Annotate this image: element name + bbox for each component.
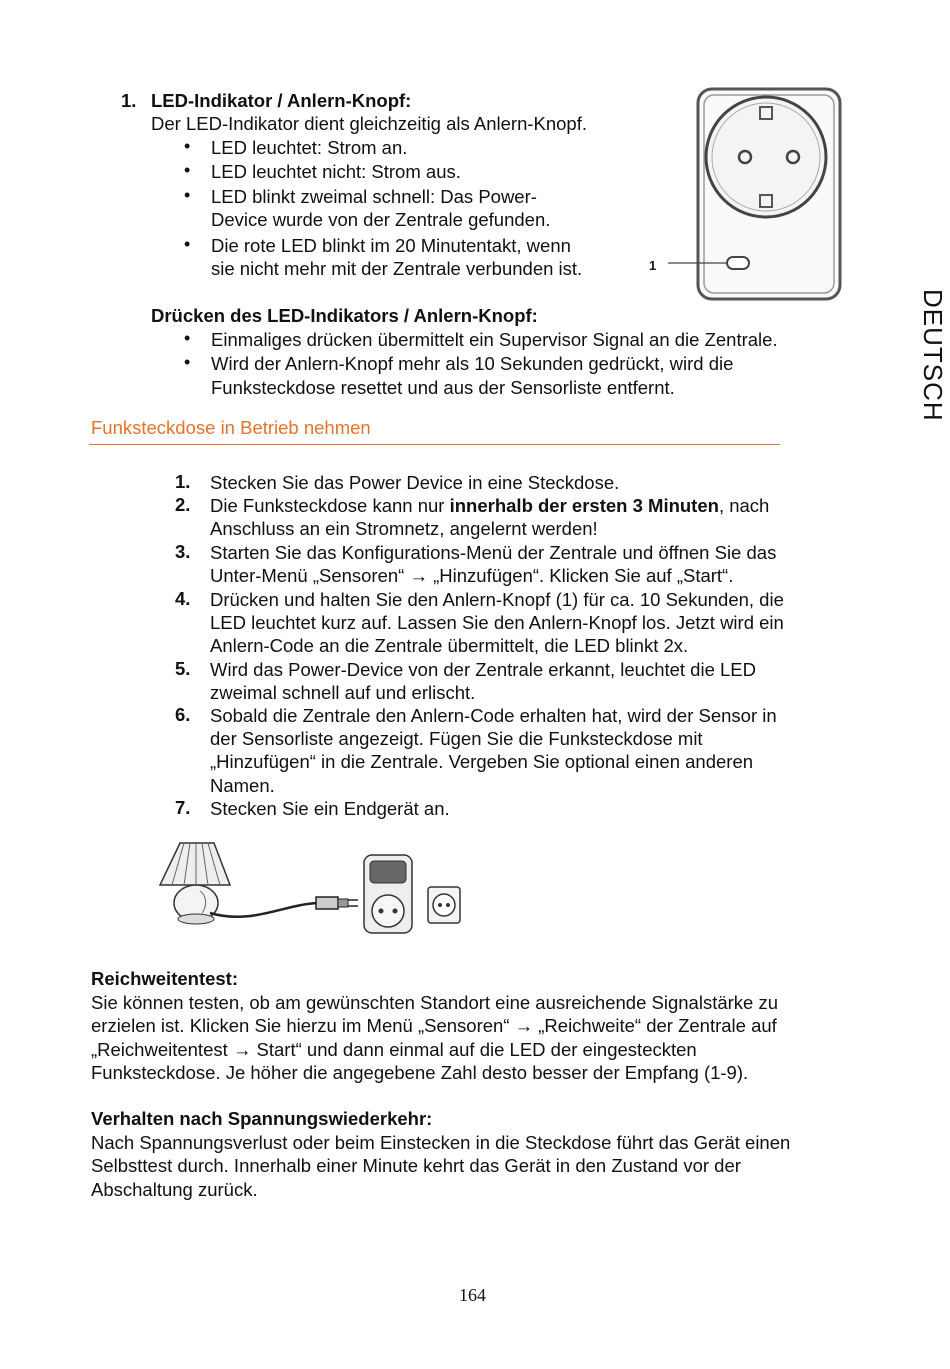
step-number: 7. (175, 797, 191, 818)
side-language-label: DEUTSCH (918, 289, 948, 422)
range-test-title: Reichweitentest: (91, 968, 239, 989)
step-text-part: Die Funksteckdose kann nur (210, 495, 450, 516)
operation-heading: Funksteckdose in Betrieb nehmen (91, 417, 371, 438)
step-number: 1. (175, 471, 191, 492)
press-title: Drücken des LED-Indikators / Anlern-Knopf: (151, 305, 538, 326)
bullet-dot: • (184, 352, 191, 372)
step-text-part: , nach (718, 495, 770, 516)
step-number: 3. (175, 541, 191, 562)
bullet-dot: • (184, 234, 191, 254)
bullet-text: Die rote LED blinkt im 20 Minutentakt, wenn (211, 235, 571, 256)
step-text: Anschluss an ein Stromnetz, angelernt werden! (210, 518, 598, 539)
step-text: Sobald die Zentrale den Anlern-Code erhalten hat, wird der Sensor in (210, 705, 777, 726)
step-number: 2. (175, 494, 191, 515)
step-text (210, 494, 769, 517)
power-return-title: Verhalten nach Spannungswiederkehr: (91, 1108, 433, 1129)
step-text-emphasis: innerhalb der ersten 3 Minuten (449, 495, 719, 516)
range-test-text: „Reichweitentest → Start“ und dann einmal auf die LED der eingesteckten (91, 1039, 697, 1060)
section-number: 1. (121, 90, 137, 111)
step-number: 6. (175, 704, 191, 725)
step-text: der Sensorliste angezeigt. Fügen Sie die Funksteckdose mit (210, 728, 703, 749)
bullet-text: LED leuchtet nicht: Strom aus. (211, 161, 461, 182)
figure-callout-label: 1 (649, 258, 657, 273)
bullet-dot: • (184, 328, 191, 348)
step-text: Wird das Power-Device von der Zentrale erkannt, leuchtet die LED (210, 659, 757, 680)
bullet-dot: • (184, 185, 191, 205)
heading-rule (89, 444, 780, 445)
step-text: zweimal schnell auf und erlischt. (210, 682, 476, 703)
lamp-plug-illustration (152, 835, 472, 935)
bullet-text: sie nicht mehr mit der Zentrale verbunden ist. (211, 258, 583, 279)
bullet-text: Einmaliges drücken übermittelt ein Supervisor Signal an die Zentrale. (211, 329, 778, 350)
bullet-dot: • (184, 136, 191, 156)
section-intro: Der LED-Indikator dient gleichzeitig als Anlern-Knopf. (151, 113, 588, 134)
power-return-text: Selbsttest durch. Innerhalb einer Minute kehrt das Gerät in den Zustand vor der (91, 1155, 741, 1176)
power-return-text: Nach Spannungsverlust oder beim Einstecken in die Steckdose führt das Gerät einen (91, 1132, 791, 1153)
step-text: Stecken Sie das Power Device in eine Steckdose. (210, 472, 620, 493)
bullet-text: LED blinkt zweimal schnell: Das Power- (211, 186, 537, 207)
step-text: Drücken und halten Sie den Anlern-Knopf (1) für ca. 10 Sekunden, die (210, 589, 784, 610)
range-test-text: Funksteckdose. Je höher die angegebene Zahl desto besser der Empfang (1-9). (91, 1062, 749, 1083)
step-text: Stecken Sie ein Endgerät an. (210, 798, 450, 819)
bullet-text: Wird der Anlern-Knopf mehr als 10 Sekunden gedrückt, wird die (211, 353, 734, 374)
page-number: 164 (459, 1285, 486, 1305)
step-text: Namen. (210, 775, 275, 796)
step-text: Anlern-Code an die Zentrale übermittelt, die LED blinkt 2x. (210, 635, 689, 656)
range-test-text: erzielen ist. Klicken Sie hierzu im Menü „Sensoren“ → „Reichweite“ der Zentrale auf (91, 1015, 777, 1036)
step-text: „Hinzufügen“ in die Zentrale. Vergeben Sie optional einen anderen (210, 751, 754, 772)
bullet-text: LED leuchtet: Strom an. (211, 137, 408, 158)
step-number: 5. (175, 658, 191, 679)
power-return-text: Abschaltung zurück. (91, 1179, 258, 1200)
step-text: Starten Sie das Konfigurations-Menü der Zentrale und öffnen Sie das (210, 542, 777, 563)
bullet-dot: • (184, 160, 191, 180)
led-button (727, 257, 749, 269)
range-test-text: Sie können testen, ob am gewünschten Standort eine ausreichende Signalstärke zu (91, 992, 779, 1013)
section-title: LED-Indikator / Anlern-Knopf: (151, 90, 412, 111)
step-text: Unter-Menü „Sensoren“ → „Hinzufügen“. Klicken Sie auf „Start“. (210, 565, 734, 586)
smart-plug-illustration (640, 85, 845, 303)
bullet-text: Funksteckdose resettet und aus der Sensorliste entfernt. (211, 377, 675, 398)
bullet-text: Device wurde von der Zentrale gefunden. (211, 209, 551, 230)
step-number: 4. (175, 588, 191, 609)
step-text: LED leuchtet kurz auf. Lassen Sie den Anlern-Knopf los. Jetzt wird ein (210, 612, 784, 633)
